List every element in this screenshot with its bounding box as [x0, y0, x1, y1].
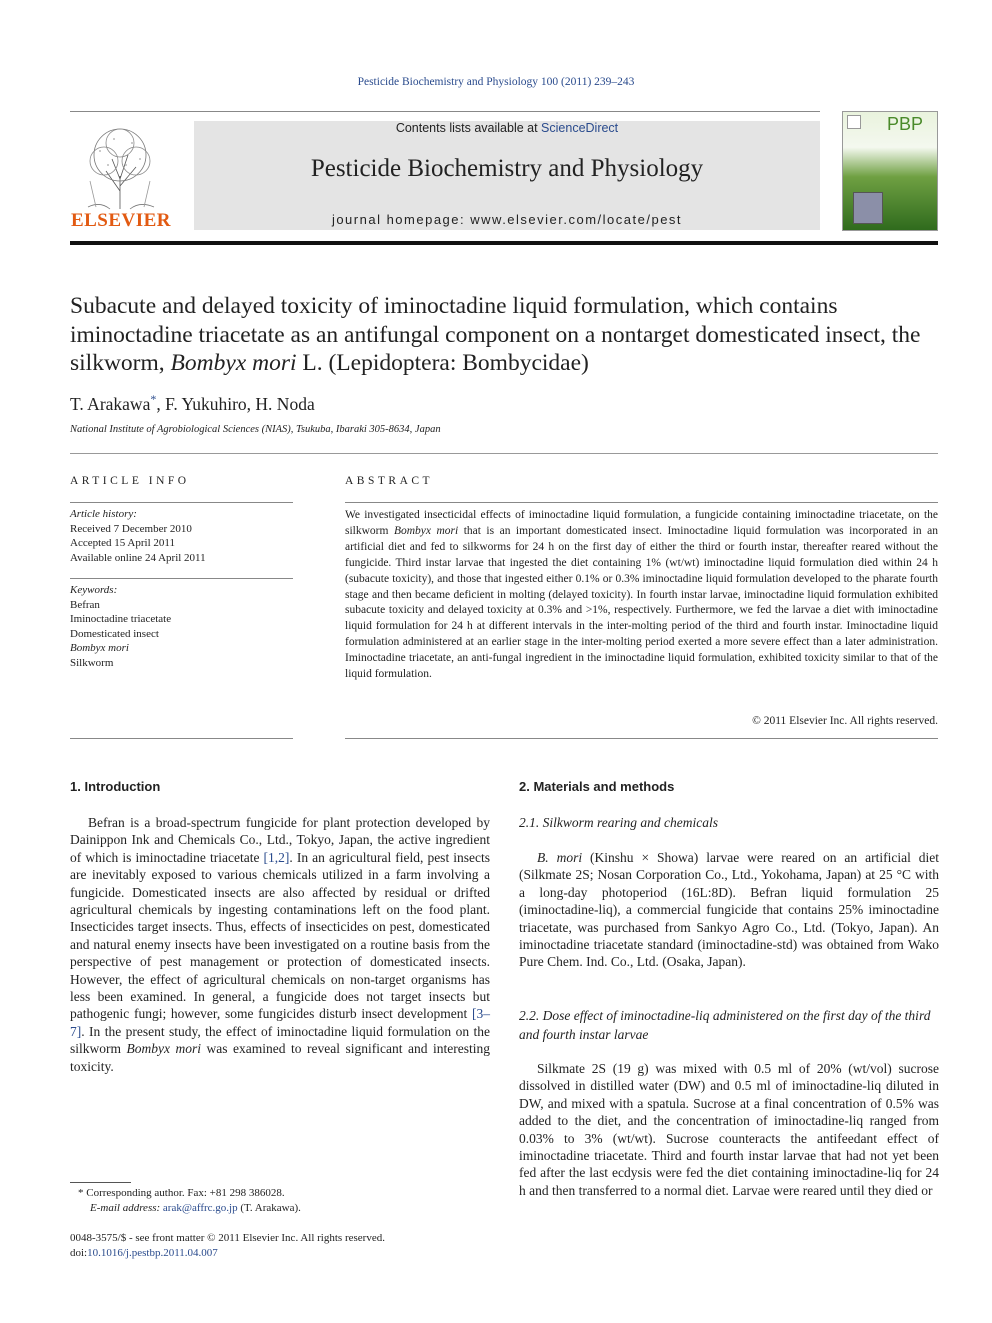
copyright: © 2011 Elsevier Inc. All rights reserved. [752, 715, 938, 727]
journal-reference[interactable]: Pesticide Biochemistry and Physiology 100 (2011) 239–243 [357, 76, 635, 88]
online-date: Available online 24 April 2011 [70, 551, 206, 564]
homepage-url[interactable]: www.elsevier.com/locate/pest [470, 212, 683, 227]
email-after: (T. Arakawa). [237, 1202, 301, 1214]
separator [70, 453, 938, 454]
journal-name: Pesticide Biochemistry and Physiology [310, 155, 704, 182]
homepage-prefix: journal homepage: [331, 212, 471, 227]
abstract-heading: ABSTRACT [345, 475, 434, 487]
article-title [70, 292, 940, 378]
intro-species: Bombyx mori [126, 1041, 202, 1057]
footnote-rule [70, 1182, 131, 1183]
abstract-rule [345, 738, 938, 739]
footnote [70, 1186, 490, 1216]
contents-line [194, 121, 820, 135]
title-species: Bombyx mori [170, 350, 297, 376]
keywords [70, 583, 293, 670]
journal-cover-thumbnail[interactable] [842, 111, 938, 231]
header-rule [70, 111, 820, 112]
authors [70, 392, 315, 415]
abstract-rule [345, 502, 938, 503]
email-link[interactable]: arak@affrc.go.jp [162, 1202, 238, 1214]
issn-line [70, 1231, 490, 1260]
article-info-heading: ARTICLE INFO [70, 475, 190, 487]
intro-text: . In the present study, the effect of iminoctadine liquid formulation on the silkworm [70, 1023, 490, 1057]
keyword: Silkworm [70, 656, 114, 669]
header-thick-rule [70, 241, 938, 245]
affiliation: National Institute of Agrobiological Sciences (NIAS), Tsukuba, Ibaraki 305-8634, Japan [70, 424, 441, 435]
info-rule [70, 578, 293, 579]
methods-text: (Kinshu × Showa) larvae were reared on an artificial diet (Silkmate 2S; Nosan Corporation Co., Ltd., Yokohama, Japan) at 25 °C with a long-day photoperiod (16L:8D). Befran liquid formulation 25 (iminoctadine-liq), a commercial fungicide that contains 25% iminoctadine triacetate, was purchased from Sankyo Agro Co., Ltd. (Tokyo, Japan). An iminoctadine triacetate standard (iminoctadine-std) was obtained from Wako Pure Chem. Ind. Co., Ltd. (Osaka, Japan). [519, 850, 940, 970]
footnote-mark: * [78, 1187, 84, 1199]
methods-paragraph [519, 849, 939, 971]
citation-link[interactable]: [3–7] [70, 1006, 490, 1039]
doi-label: doi: [70, 1246, 88, 1259]
keyword: Befran [70, 598, 100, 611]
doi-link[interactable]: 10.1016/j.pestbp.2011.04.007 [87, 1246, 218, 1259]
received-date: Received 7 December 2010 [70, 522, 192, 535]
title-text-end: L. (Lepidoptera: Bombycidae) [296, 350, 589, 376]
elsevier-wordmark: ELSEVIER [70, 210, 172, 231]
abstract-part: We investigated insecticidal effects of iminoctadine liquid formulation, a fungicide containing iminoctadine triacetate, on the silkworm [345, 509, 938, 537]
keyword: Iminoctadine triacetate [70, 613, 172, 625]
intro-text: was examined to reveal significant and interesting toxicity. [70, 1041, 490, 1074]
email-label: E-mail address: [90, 1202, 163, 1214]
introduction-paragraph [70, 814, 490, 1075]
title-text: Subacute and delayed toxicity of iminoctadine liquid formulation, which contains iminoctadine triacetate as an antifungal component on a nontarget domesticated insect, the silkworm, [70, 293, 921, 376]
contents-prefix: Contents lists available at [395, 121, 542, 135]
history-label: Article history: [70, 508, 137, 520]
abstract-part: that is an important domesticated insect. Iminoctadine liquid formulation was incorporated in an artificial diet and fed to silkworms for 24 h on the first day of either the third or fourth instar, thereafter reared without the fungicide. Third instar larvae that ingested the diet containing 1% (wt/wt) iminoctadine liquid formulation died within 24 h (subacute toxicity), and those that ingested either 0.1% or 0.3% iminoctadine liquid formulation developed to the pharate fourth stage and then became deficient in molting (delayed toxicity). In fourth instar larvae, iminoctadine liquid formulation exhibited subacute toxicity and delayed toxicity at 0.3% and >1%, respectively. Furthermore, we fed the larvae a diet with iminoctadine liquid formulation for 24 h at different intervals in the inter-molting period of the third and fourth instar. Iminoctadine liquid formulation administered at an earlier stage in the inter-molting period exerted a more severe effect than a later administration. Iminoctadine triacetate, an anti-fungal ingredient in the iminoctadine liquid formulation, exhibited toxicity similar to that of the liquid formulation. [345, 524, 939, 681]
section-heading-methods: 2. Materials and methods [519, 779, 675, 794]
intro-text: Befran is a broad-spectrum fungicide for plant protection developed by Dainippon Ink and Chemicals Co., Ltd., Tokyo, Japan, the active ingredient of which is iminoctadine triacetate [70, 815, 490, 865]
cover-image-icon [853, 192, 883, 224]
info-rule [70, 738, 293, 739]
methods-paragraph: Silkmate 2S (19 g) was mixed with 0.5 ml of 20% (wt/vol) sucrose dissolved in distilled water (DW) and 0.5 ml of iminoctadine-liq diluted in DW, and mixed with a spatula. Sucrose at a final concentration of 0.5% was added to the diet, and the concentration of iminoctadine-liq ranged from 0.03% to 3% (wt/wt). Sucrose counteracts the antifeedant effect of iminoctadine triacetate. Third and fourth instar larvae that had not yet been fed after the last ecdysis were fed the diet containing iminoctadine-liq for 24 h and then transferred to a normal diet. Larvae were reared until they died or [519, 1061, 939, 1198]
citation-link[interactable]: [1,2] [263, 849, 290, 865]
abstract-species: Bombyx mori [393, 524, 459, 537]
footnote-text: Corresponding author. Fax: +81 298 386028. [83, 1187, 285, 1199]
accepted-date: Accepted 15 April 2011 [70, 537, 175, 549]
methods-species: B. mori [537, 850, 583, 865]
cover-publisher-mark [847, 115, 861, 129]
keywords-label: Keywords: [70, 584, 118, 596]
author-arakawa: T. Arakawa [70, 393, 151, 414]
subsection-heading-dose-effect: 2.2. Dose effect of iminoctadine-liq administered on the first day of the third and fourth instar larvae [519, 1008, 931, 1042]
subsection-heading-rearing: 2.1. Silkworm rearing and chemicals [519, 815, 718, 830]
keyword: Domesticated insect [70, 627, 159, 640]
info-rule [70, 502, 293, 503]
section-heading-introduction: 1. Introduction [70, 779, 161, 794]
keyword: Bombyx mori [70, 642, 129, 654]
abstract-text [345, 508, 938, 683]
journal-homepage [194, 212, 820, 227]
authors-rest: , F. Yukuhiro, H. Noda [156, 393, 315, 414]
article-history [70, 507, 293, 565]
issn-text: 0048-3575/$ - see front matter © 2011 Elsevier Inc. All rights reserved. [70, 1232, 385, 1244]
corresponding-author-mark[interactable]: * [150, 392, 157, 406]
intro-text: . In an agricultural field, pest insects are inevitably exposed to various chemicals utilized in a farm involving a fungicide. Domesticated insects are also affected by residual or drifted agricultural chemicals by ingesting contaminations left on the food plant. Insecticides target insects. Thus, effects of insecticides on pest, domesticated and natural enemy insects have been investigated on a routine basis from the perspective of pest management or protection of domesticated insects. However, the effect of agricultural chemicals on non-target organisms has less been examined. In general, a fungicide does not target insects but pathogenic fungi; however, some fungicides disturb insect development [70, 849, 491, 1022]
sciencedirect-link[interactable]: ScienceDirect [541, 121, 619, 135]
cover-initials: PBP [887, 114, 924, 134]
